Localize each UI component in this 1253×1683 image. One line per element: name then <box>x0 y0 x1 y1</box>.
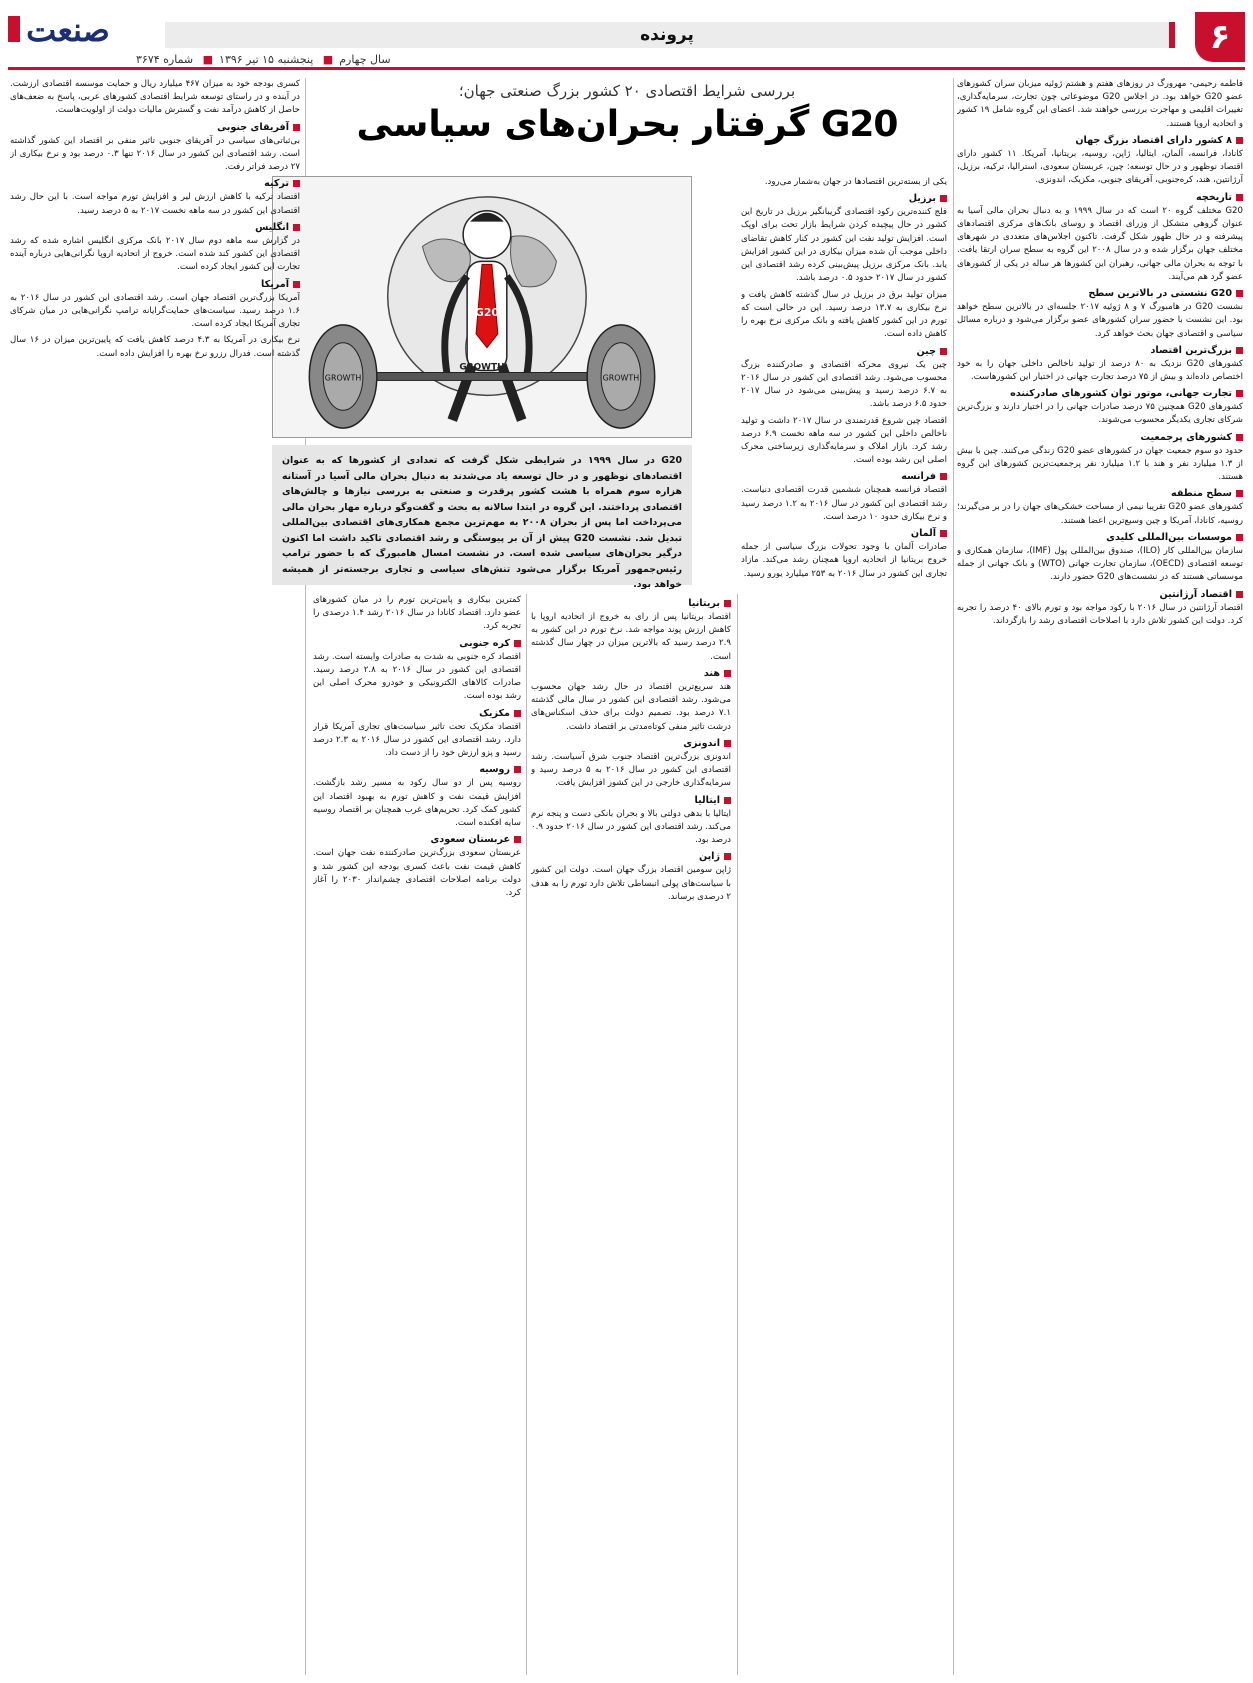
subhead-turkey: ترکیه <box>10 178 300 189</box>
headline-kicker: بررسی شرایط اقتصادی ۲۰ کشور بزرگ صنعتی جهان؛ <box>458 82 796 100</box>
paragraph: اقتصاد مکزیک تحت تاثیر سیاست‌های تجاری آمریکا قرار دارد. رشد اقتصادی این کشور در سال ۲۰۱۶ به ۲.۳ درصد رسید و پزو ارزش خود را از دست داد. <box>313 721 521 759</box>
paragraph: چین یک نیروی محرکه اقتصادی و صادرکننده بزرگ محسوب می‌شود. رشد اقتصادی این کشور در سال ۲۰۱۶ به ۶.۷ درصد رسید و پیش‌بینی می‌شود در سال ۲۰۱۷ حدود ۶.۵ درصد باشد. <box>741 359 947 410</box>
paragraph: سازمان بین‌المللی کار (ILO)، صندوق بین‌المللی پول (IMF)، سازمان همکاری و توسعه اقتصادی (OECD)، سازمان تجارت جهانی (WTO) و بانک جهانی از جمله موسساتی هستند که در نشست‌های G20 حضور دارند. <box>957 545 1243 583</box>
paragraph: نرخ بیکاری در آمریکا به ۴.۳ درصد کاهش یافت که پایین‌ترین میزان در ۱۶ سال گذشته است. فدرال رزرو نرخ بهره را افزایش داده است. <box>10 335 300 359</box>
paragraph: در گزارش سه ماهه دوم سال ۲۰۱۷ بانک مرکزی انگلیس اشاره شده که رشد اقتصادی این کشور کند شده است. خروج از اتحادیه اروپا نگرانی‌هایی درباره آینده تجارت این کشور ایجاد کرده است. <box>10 235 300 273</box>
subhead-institutions: موسسات بین‌المللی کلیدی <box>957 532 1243 543</box>
subhead-history: تاریخچه <box>957 192 1243 203</box>
paragraph: فلج کننده‌ترین رکود اقتصادی گریبانگیر برزیل در تاریخ این کشور در حال پیچیده کردن شرایط بازار تحت برای اوپک است. افزایش تولید نفت این کشور در کنار کاهش تقاضای داخلی موجب آن شده میزان بیکاری در این کشور افزایش یابد. بانک مرکزی برزیل پیش‌بینی کرده رشد اقتصادی این کشور در سال ۲۰۱۷ حدود ۰.۵ درصد باشد. <box>741 207 947 284</box>
paragraph: کانادا، فرانسه، آلمان، ایتالیا، ژاپن، روسیه، بریتانیا، آمریکا. ۱۱ کشور دارای اقتصاد نوظهور و در حال توسعه: چین، عربستان سعودی، استرالیا، ترکیه، برزیل، آرژانتین، هند، کره‌جنوبی، آفریقای جنوبی، مکزیک، اندونزی. <box>957 148 1243 186</box>
tie-label: G20 <box>474 305 500 319</box>
subhead-area: سطح منطقه <box>957 488 1243 499</box>
edition-year: سال چهارم <box>339 53 391 66</box>
paragraph: اقتصاد آرژانتین در سال ۲۰۱۶ با رکود مواجه بود و تورم بالای ۴۰ درصد را تجربه کرد. دولت این کشور تلاش دارد با اصلاحات اقتصادی رشد را بازگرداند. <box>957 602 1243 626</box>
subhead-italy: ایتالیا <box>531 795 731 806</box>
page-number: ۶ <box>1195 12 1245 62</box>
paragraph: کمترین بیکاری و پایین‌ترین تورم را در میان کشورهای عضو دارد. اقتصاد کانادا در سال ۲۰۱۶ رشد ۱.۴ درصدی را تجربه کرد. <box>313 595 521 632</box>
paragraph: اندونزی بزرگ‌ترین اقتصاد جنوب شرق آسیاست. رشد اقتصادی این کشور در سال ۲۰۱۶ به ۵ درصد رسید و سرمایه‌گذاری خارجی در این کشور افزایش یافت. <box>531 751 731 789</box>
paragraph: عربستان سعودی بزرگ‌ترین صادرکننده نفت جهان است. کاهش قیمت نفت باعث کسری بودجه این کشور شد و دولت برنامه اصلاحات اقتصادی چشم‌انداز ۲۰۳۰ را آغاز کرد. <box>313 848 521 898</box>
paragraph: هند سریع‌ترین اقتصاد در حال رشد جهان محسوب می‌شود. رشد اقتصادی این کشور در سال مالی گذشته ۷.۱ درصد بود. تصمیم دولت برای حذف اسکناس‌های درشت تاثیر منفی کوتاه‌مدتی بر اقتصاد داشت. <box>531 681 731 732</box>
paragraph: بی‌ثباتی‌های سیاسی در آفریقای جنوبی تاثیر منفی بر اقتصاد این کشور گذاشته است. رشد اقتصادی این کشور در سال ۲۰۱۶ تنها ۰.۳ درصد بود و نرخ بیکاری از ۲۷ درصد فراتر رفت. <box>10 135 300 173</box>
subhead-germany: آلمان <box>741 528 947 539</box>
paragraph: کشورهای عضو G20 تقریبا نیمی از مساحت خشکی‌های جهان را در بر می‌گیرند؛ روسیه، کانادا، آمریکا و چین وسیع‌ترین اعضا هستند. <box>957 502 1243 526</box>
paragraph: میزان تولید برق در برزیل در سال گذشته کاهش یافت و نرخ بیکاری به ۱۳.۷ درصد رسید. این در حالی است که تورم در این کشور کاهش یافته و بانک مرکزی نرخ بهره را کاهش داده است. <box>741 289 947 340</box>
column-right <box>957 78 1243 1675</box>
subhead-trade: تجارت جهانی، موتور توان کشورهای صادرکننده <box>957 388 1243 399</box>
column-mid-left <box>313 594 521 1675</box>
column-divider <box>526 594 527 1675</box>
column-mid-right <box>741 176 947 1675</box>
subhead-india: هند <box>531 668 731 679</box>
paragraph: روسیه پس از دو سال رکود به مسیر رشد بازگشت. افزایش قیمت نفت و کاهش تورم به بهبود اقتصاد این کشور کمک کرد. تحریم‌های غرب همچنان بر اقتصاد روسیه سایه افکنده است. <box>313 778 521 829</box>
lead-paragraph: G20 در سال ۱۹۹۹ در شرایطی شکل گرفت که تعدادی از کشورها که به عنوان اقتصادهای نوظهور و در حال توسعه یاد می‌شدند به دنبال بحران مالی آسیا در آستانه هزاره سوم همراه با هشت کشور پرقدرت و صنعتی به بررسی نیازها و چالش‌های اقتصادی پرداختند. این گروه در ابتدا سالانه به بحث و گفت‌وگو درباره مهار بحران مالی می‌پرداخت اما پس از بحران ۲۰۰۸ به مهم‌ترین مجمع همکاری‌های اقتصادی بین‌المللی تبدیل شد. نشست G20 پیش از آن بر پیوستگی و رشد اقتصادی تاکید داشت اما اکنون درگیر بحران‌های سیاسی شده است. در نشست امسال هامبورگ که با حضور ترامپ رئیس‌جمهور آمریکا برگزار می‌شود تنش‌های سیاسی و تجاری برجسته‌تر از همیشه خواهد بود. <box>272 445 692 585</box>
subhead-south-africa: آفریقای جنوبی <box>10 122 300 133</box>
subhead-indonesia: اندونزی <box>531 738 731 749</box>
paragraph: اقتصاد کره جنوبی به شدت به صادرات وابسته است. رشد اقتصادی این کشور در سال ۲۰۱۶ به ۲.۸ درصد رسید. صادرات کالاهای الکترونیکی و خودرو محرک اصلی این رشد بوده است. <box>313 651 521 702</box>
paragraph: کشورهای G20 همچنین ۷۵ درصد صادرات جهانی را در اختیار دارند و بزرگ‌ترین شرکای تجاری یکدیگر محسوب می‌شوند. <box>957 402 1243 426</box>
right-weight-label: GROWTH <box>602 373 640 383</box>
article-intro: فاطمه رحیمی- مهرورگ در روزهای هفتم و هشتم ژوئیه میزبان سران کشورهای عضو G20 خواهد بود. در اجلاس G20 موضوعاتی چون تجارت، سرمایه‌گذاری، تغییرات اقلیمی و مهاجرت بررسی خواهند شد. اعضای این گروه شامل ۱۹ کشور و اتحادیه اروپا هستند. <box>957 79 1243 129</box>
editorial-cartoon <box>272 176 692 438</box>
paragraph: کشورهای G20 نزدیک به ۸۰ درصد از تولید ناخالص داخلی جهان را به خود اختصاص داده‌اند و بیش از ۷۵ درصد تجارت جهانی در اختیار این کشورهاست. <box>957 358 1243 382</box>
paragraph: صادرات آلمان با وجود تحولات بزرگ سیاسی از جمله خروج بریتانیا از اتحادیه اروپا همچنان رشد می‌کند. مازاد تجاری این کشور در سال ۲۰۱۶ به ۲۵۳ میلیارد یورو رسید. <box>741 542 947 579</box>
paragraph: G20 مختلف گروه ۲۰ است که در سال ۱۹۹۹ و به دنبال بحران مالی آسیا به عنوان گروهی متشکل از وزرای اقتصاد و روسای بانک‌های مرکزی اقتصادهای پیشرفته و در حال ظهور شکل گرفت. تاکنون اجلاس‌های متعددی در شهرهای مختلف جهان برگزار شده و در سال ۲۰۰۸ این گروه به سطح سران ارتقا یافت. با توجه به بحران مالی جهانی، رهبران این کشورها هر ساله در یکی از کشورهای عضو گرد هم می‌آیند. <box>957 205 1243 282</box>
weightlifter-illustration <box>273 177 691 437</box>
paragraph: ایتالیا با بدهی دولتی بالا و بحران بانکی دست و پنجه نرم می‌کند. رشد اقتصادی این کشور در سال ۲۰۱۶ حدود ۰.۹ درصد بود. <box>531 808 731 846</box>
bar-label: GROWTH <box>459 362 505 373</box>
subhead-brazil: برزیل <box>741 193 947 204</box>
paragraph: ژاپن سومین اقتصاد بزرگ جهان است. دولت این کشور با سیاست‌های پولی انبساطی تلاش دارد تورم را به هدف ۲ درصدی برساند. <box>531 865 731 902</box>
column-left <box>10 78 300 1675</box>
column-divider <box>737 594 738 1675</box>
paragraph: اقتصاد چین شروع قدرتمندی در سال ۲۰۱۷ داشت و تولید ناخالص داخلی این کشور در سه ماهه نخست ۶.۹ درصد رشد کرد. بازار املاک و سرمایه‌گذاری زیرساختی محرک اصلی این رشد بوده است. <box>741 415 947 466</box>
column-divider <box>953 78 954 1675</box>
subhead-england: انگلیس <box>10 222 300 233</box>
subhead-usa: آمریکا <box>10 279 300 290</box>
subhead-saudi: عربستان سعودی <box>313 834 521 845</box>
subhead-population: کشورهای پرجمعیت <box>957 432 1243 443</box>
section-title: پرونده <box>165 22 1175 48</box>
subhead-france: فرانسه <box>741 471 947 482</box>
subhead-uk: بریتانیا <box>531 598 731 609</box>
paragraph: یکی از بسته‌ترین اقتصادها در جهان به‌شمار می‌رود. <box>764 177 947 187</box>
subhead-members: ۸ کشور دارای اقتصاد بزرگ جهان <box>957 135 1243 146</box>
subhead-economy: بزرگ‌ترین اقتصاد <box>957 345 1243 356</box>
column-mid-center <box>531 594 731 1675</box>
paragraph: آمریکا بزرگ‌ترین اقتصاد جهان است. رشد اقتصادی این کشور در سال ۲۰۱۶ به ۱.۶ درصد رسید. سیاست‌های حمایت‌گرایانه ترامپ نگرانی‌هایی در میان شرکای تجاری آمریکا ایجاد کرده است. <box>10 292 300 330</box>
paragraph: حدود دو سوم جمعیت جهان در کشورهای عضو G20 زندگی می‌کنند. چین با بیش از ۱.۳ میلیارد نفر و هند با ۱.۲ میلیارد نفر پرجمعیت‌ترین کشورهای این گروه هستند. <box>957 445 1243 483</box>
subhead-korea: کره جنوبی <box>313 638 521 649</box>
edition-date: پنجشنبه ۱۵ تیر ۱۳۹۶ <box>219 53 314 66</box>
subhead-mexico: مکزیک <box>313 708 521 719</box>
paragraph: اقتصاد بریتانیا پس از رای به خروج از اتحادیه اروپا با کاهش ارزش پوند مواجه شد. نرخ تورم در این کشور به ۲.۹ درصد رسید که بالاترین میزان در چهار سال گذشته است. <box>531 612 731 662</box>
subhead-argentina: اقتصاد آرژانتین <box>957 589 1243 600</box>
edition-info <box>133 53 463 66</box>
separator-icon: ■ <box>202 53 214 66</box>
subhead-japan: ژاپن <box>531 851 731 862</box>
paragraph: اقتصاد فرانسه همچنان ششمین قدرت اقتصادی دنیاست. رشد اقتصادی این کشور در سال ۲۰۱۶ به ۱.۲ درصد رسید و نرخ بیکاری حدود ۱۰ درصد است. <box>741 485 947 522</box>
paragraph: اقتصاد ترکیه با کاهش ارزش لیر و افزایش تورم مواجه است. با این حال رشد اقتصادی این کشور در سه ماهه نخست ۲۰۱۷ به ۵ درصد رسید. <box>10 192 300 216</box>
subhead-russia: روسیه <box>313 764 521 775</box>
paragraph: کسری بودجه خود به میزان ۴۶۷ میلیارد ریال و حمایت موسسه اقتصادی ارزشت. در آینده و در راستای توسعه شرایط اقتصادی کشورهای عربی، پاسخ به ضعف‌های حاصل از کاهش درآمد نفت و گسترش مالیات دولت از اولویت‌هاست. <box>10 79 300 116</box>
left-weight-label: GROWTH <box>324 373 362 383</box>
edition-issue: شماره ۳۶۷۴ <box>136 53 194 66</box>
paragraph: نشست G20 در هامبورگ ۷ و ۸ ژوئیه ۲۰۱۷ جلسه‌ای در بالاترین سطح خواهد بود. این نشست با حضور سران کشورهای عضو برگزار می‌شود و درباره مسائل سیاسی و اقتصادی جهان بحث خواهد کرد. <box>957 302 1243 339</box>
page-header <box>8 8 1245 70</box>
subhead-china: چین <box>741 346 947 357</box>
newspaper-logo[interactable] <box>8 8 128 52</box>
separator-icon: ■ <box>322 53 334 66</box>
headline-title: G20 گرفتار بحران‌های سیاسی <box>356 104 898 145</box>
logo-mark-icon <box>8 16 20 42</box>
logo-text: صنعت <box>26 11 110 49</box>
subhead-summit: G20 نشستی در بالاترین سطح <box>957 288 1243 299</box>
